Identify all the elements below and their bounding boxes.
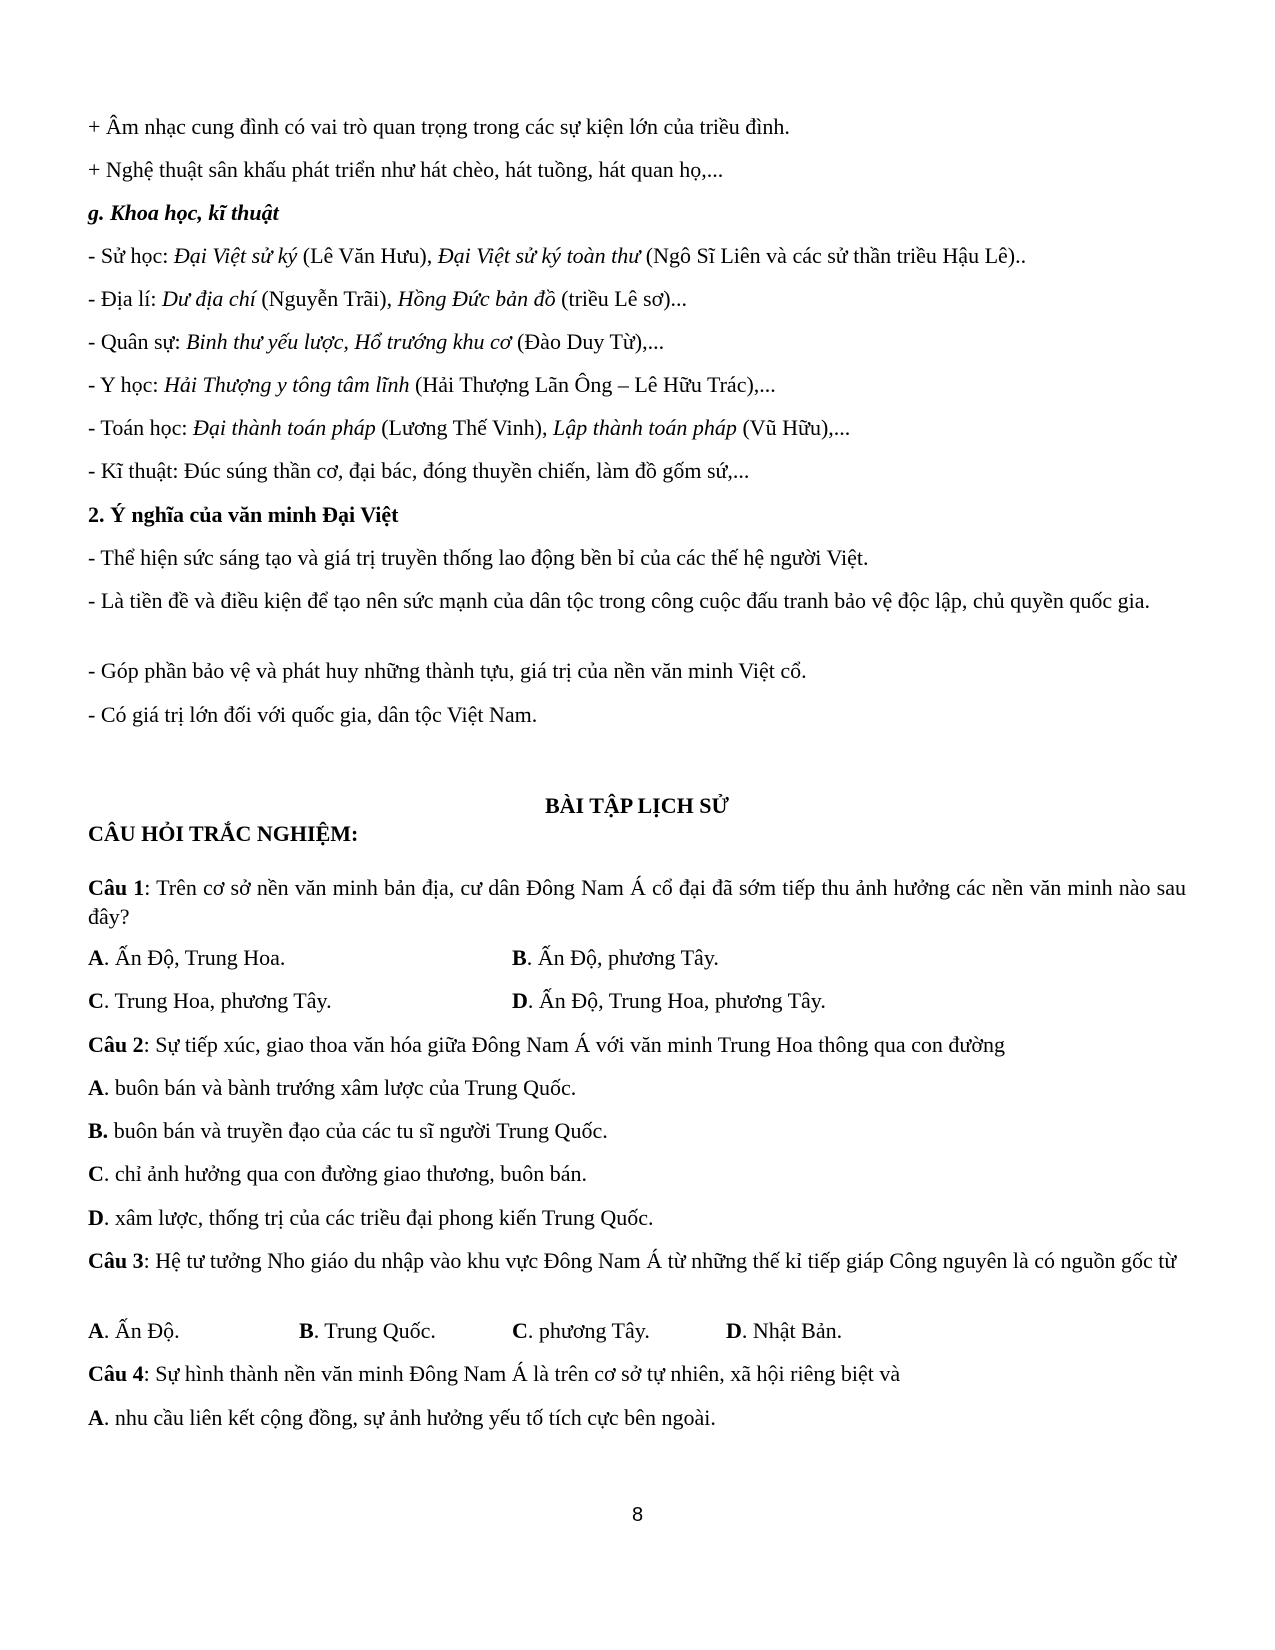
option-d: D. Ấn Độ, Trung Hoa, phương Tây. [512, 988, 826, 1013]
question-2-option-d: D. xâm lược, thống trị của các triều đại phong kiến Trung Quốc. [88, 1205, 654, 1230]
meaning-point-1: - Thể hiện sức sáng tạo và giá trị truyền thống lao động bền bỉ của các thế hệ người Việt. [88, 545, 869, 570]
question-2: Câu 2: Sự tiếp xúc, giao thoa văn hóa giữa Đông Nam Á với văn minh Trung Hoa thông qua con đường [88, 1032, 1005, 1057]
page-number: 8 [631, 1504, 644, 1526]
question-4: Câu 4: Sự hình thành nền văn minh Đông Nam Á là trên cơ sở tự nhiên, xã hội riêng biệt và [88, 1361, 901, 1386]
option-a: A. Ấn Độ, Trung Hoa. [88, 945, 286, 970]
question-4-option-a: A. nhu cầu liên kết cộng đồng, sự ảnh hưởng yếu tố tích cực bên ngoài. [88, 1405, 716, 1430]
meaning-heading: 2. Ý nghĩa của văn minh Đại Việt [88, 502, 399, 527]
exercise-title: BÀI TẬP LỊCH SỬ [545, 793, 729, 818]
option-c: C. Trung Hoa, phương Tây. [88, 988, 332, 1013]
science-heading: g. Khoa học, kĩ thuật [88, 200, 279, 225]
science-tech: - Kĩ thuật: Đúc súng thần cơ, đại bác, đóng thuyền chiến, làm đồ gốm sứ,... [88, 458, 750, 483]
culture-line-1: + Âm nhạc cung đình có vai trò quan trọng trong các sự kiện lớn của triều đình. [88, 114, 790, 139]
meaning-point-4: - Có giá trị lớn đối với quốc gia, dân tộc Việt Nam. [88, 702, 538, 727]
question-1: Câu 1: Trên cơ sở nền văn minh bản địa, cư dân Đông Nam Á cổ đại đã sớm tiếp thu ảnh hưởng các nền văn minh nào sau đây? [88, 875, 1187, 929]
question-2-option-c: C. chỉ ảnh hưởng qua con đường giao thương, buôn bán. [88, 1161, 587, 1186]
science-history: - Sử học: Đại Việt sử ký (Lê Văn Hưu), Đại Việt sử ký toàn thư (Ngô Sĩ Liên và các sử thần triều Hậu Lê).. [88, 243, 1027, 268]
meaning-point-3: - Góp phần bảo vệ và phát huy những thành tựu, giá trị của nền văn minh Việt cổ. [88, 658, 807, 683]
option-d: D. Nhật Bản. [726, 1318, 843, 1343]
exercise-subtitle: CÂU HỎI TRẮC NGHIỆM: [88, 821, 359, 846]
culture-line-2: + Nghệ thuật sân khấu phát triển như hát chèo, hát tuồng, hát quan họ,... [88, 157, 724, 182]
meaning-point-2: - Là tiền đề và điều kiện để tạo nên sức mạnh của dân tộc trong công cuộc đấu tranh bảo vệ độc lập, chủ quyền quốc gia. [88, 588, 1151, 613]
question-2-option-b: B. buôn bán và truyền đạo của các tu sĩ người Trung Quốc. [88, 1118, 608, 1143]
question-2-option-a: A. buôn bán và bành trướng xâm lược của Trung Quốc. [88, 1075, 577, 1100]
option-b: B. Ấn Độ, phương Tây. [512, 945, 719, 970]
science-math: - Toán học: Đại thành toán pháp (Lương Thế Vinh), Lập thành toán pháp (Vũ Hữu),... [88, 415, 851, 440]
science-military: - Quân sự: Binh thư yếu lược, Hổ trướng khu cơ (Đào Duy Từ),... [88, 329, 665, 354]
question-3: Câu 3: Hệ tư tưởng Nho giáo du nhập vào khu vực Đông Nam Á từ những thế kỉ tiếp giáp Công nguyên là có nguồn gốc từ [88, 1248, 1177, 1273]
option-c: C. phương Tây. [512, 1318, 650, 1343]
science-geography: - Địa lí: Dư địa chí (Nguyễn Trãi), Hồng Đức bản đồ (triều Lê sơ)... [88, 286, 688, 311]
option-a: A. Ấn Độ. [88, 1318, 180, 1343]
option-b: B. Trung Quốc. [299, 1318, 436, 1343]
science-medicine: - Y học: Hải Thượng y tông tâm lĩnh (Hải Thượng Lãn Ông – Lê Hữu Trác),... [88, 372, 776, 397]
